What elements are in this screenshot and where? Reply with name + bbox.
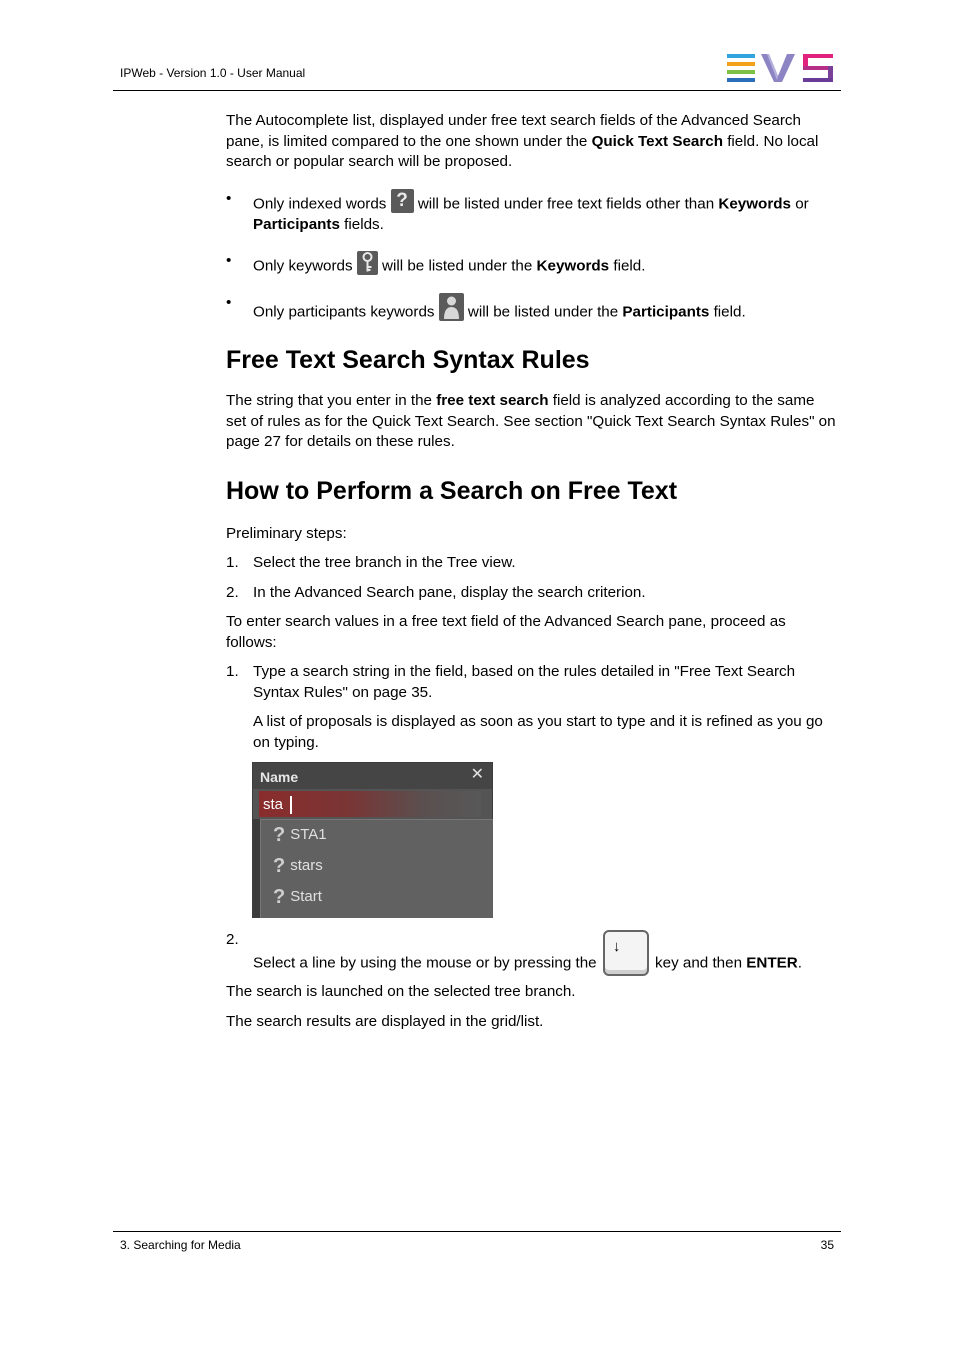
evs-logo [727,54,835,82]
bullet-participants: • Only participants keywords will be listed under the Participants field. [226,294,746,321]
key-icon [357,251,378,275]
question-mark-icon: ? [273,824,286,846]
preliminary-steps-label: Preliminary steps: [226,524,347,542]
field-label: Name [260,769,299,785]
down-arrow-key-icon: ↓ [603,930,649,976]
list-item[interactable]: ? STA1 [273,824,327,846]
autocomplete-screenshot [252,762,493,918]
section-title-syntax-rules: Free Text Search Syntax Rules [226,346,590,374]
header-rule [113,90,841,91]
intro-paragraph: The Autocomplete list, displayed under free text search fields of the Advanced Search pane, is limited compared to the one shown under the Quick Text Search field. No local search or popular search will be proposed. [226,112,819,170]
pre-step-2: 2. In the Advanced Search pane, display the search criterion. [226,583,646,601]
procedure-intro: To enter search values in a free text field of the Advanced Search pane, proceed as follows: [226,613,786,651]
free-text-search-input[interactable] [259,791,481,817]
bullet-dot: • [226,252,232,269]
text-caret [290,796,292,814]
question-mark-icon: ? [273,886,286,908]
bullet-dot: • [226,189,232,207]
input-value: sta [263,796,284,813]
field-title-bar [253,763,492,789]
close-icon[interactable]: ✕ [470,766,484,783]
footer-section: 3. Searching for Media [120,1238,241,1252]
question-mark-icon: ? [273,855,286,877]
list-shadow [253,819,260,917]
list-item[interactable]: ? Start [273,886,322,908]
question-mark-icon: ? [391,189,414,213]
step-2: 2. Select a line by using the mouse or by pressing the ↓ key and then ENTER. [226,930,838,974]
page-number: 35 [820,1238,834,1252]
step-1: 1. Type a search string in the field, based on the rules detailed in "Free Text Search Syntax Rules" on page 35. [226,663,796,701]
page-content [226,111,838,1032]
bullet-indexed-words: • Only indexed words ? will be listed under free text fields other than Keywords or Participants fields. [226,189,809,233]
pre-step-1: 1. Select the tree branch in the Tree view. [226,554,516,571]
bullet-keywords: • Only keywords will be listed under the Keywords field. [226,252,646,275]
autocomplete-list [260,819,493,918]
step-1-note: A list of proposals is displayed as soon as you start to type and it is refined as you go on typing. [253,713,823,751]
bullet-dot: • [226,294,232,311]
section-title-how-to: How to Perform a Search on Free Text [226,476,678,505]
result-line-1: The search is launched on the selected tree branch. [226,983,576,1000]
list-item[interactable]: ? stars [273,855,323,877]
result-line-2: The search results are displayed in the grid/list. [226,1012,544,1030]
person-icon [439,293,464,321]
header-title: IPWeb - Version 1.0 - User Manual [120,66,306,80]
syntax-rules-paragraph: The string that you enter in the free text search field is analyzed according to the same set of rules as for the Quick Text Search. See section "Quick Text Search Syntax Rules" on page 27 for details on these rules. [226,392,836,450]
footer-rule [113,1231,841,1232]
